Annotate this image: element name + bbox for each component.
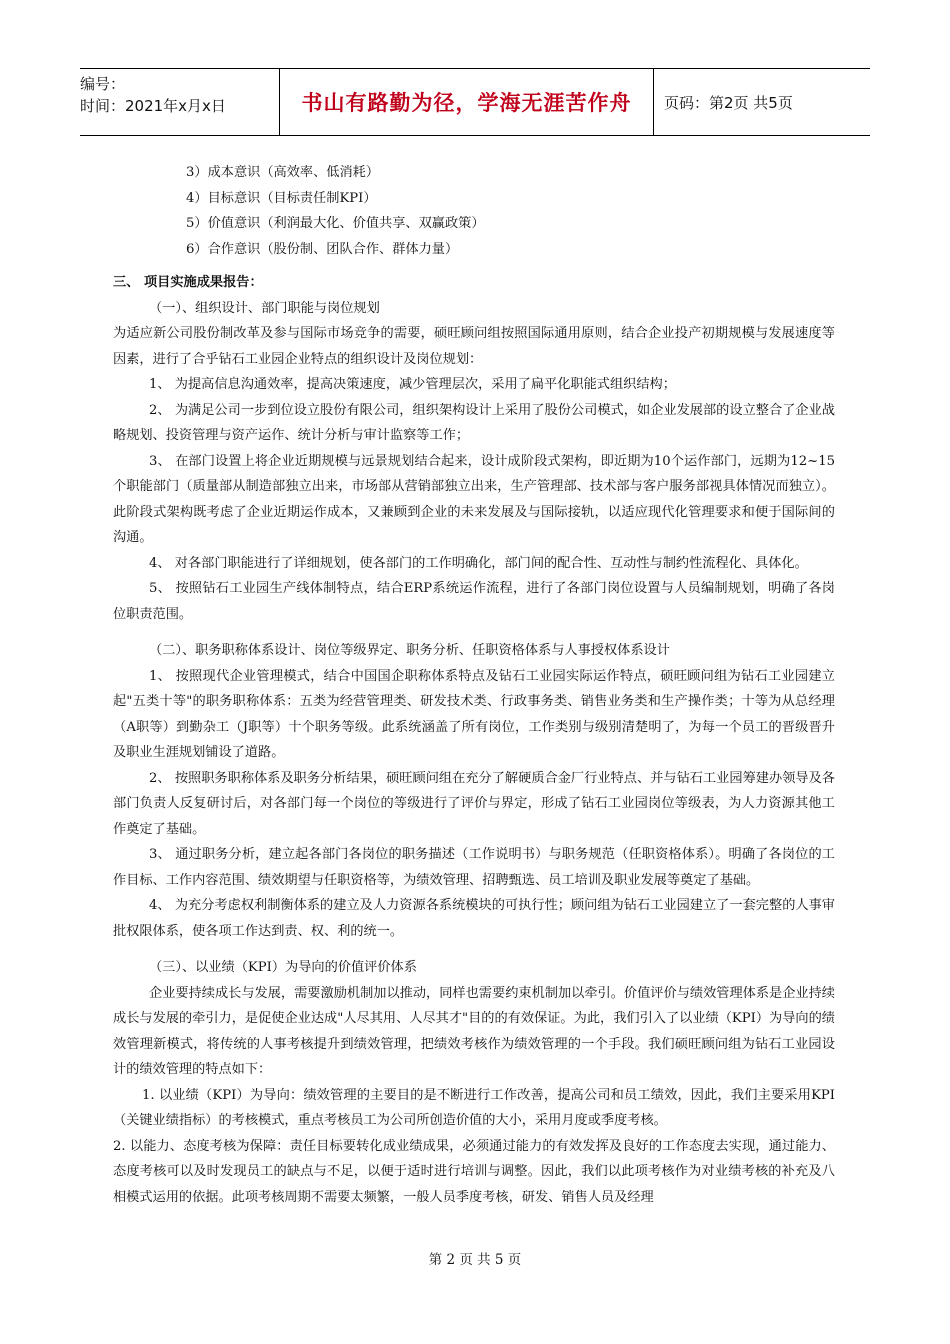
paragraph: 1、 为提高信息沟通效率，提高决策速度，减少管理层次，采用了扁平化职能式组织结构； — [149, 377, 676, 392]
list-item: 3）成本意识（高效率、低消耗） — [186, 165, 380, 180]
header-motto: 书山有路勤为径，学海无涯苦作舟 — [301, 91, 632, 115]
paragraph: 1. 以业绩（KPI）为导向：绩效管理的主要目的是不断进行工作改善，提高公司和员工绩效，因此，我们主要采用KPI（关键业绩指标）的考核模式，重点考核员工为公司所创造价值的大小，采用月度或季度考核。 — [113, 1087, 835, 1128]
header-page-info — [654, 69, 870, 135]
paragraph: 5、 按照钻石工业园生产线体制特点，结合ERP系统运作流程，进行了各部门岗位设置与人员编制规划，明确了各岗位职责范围。 — [113, 581, 835, 622]
document-date: 时间：2021年x月x日 — [80, 97, 226, 115]
paragraph: 1、 按照现代企业管理模式，结合中国国企职称体系特点及钻石工业园实际运作特点，硕旺顾问组为钻石工业园建立起"五类十等"的职务职称体系：五类为经营管理类、研发技术类、行政事务类、销售业务类和生产操作类；十等为从总经理（A职等）到勤杂工（J职等）十个职务等级。此系统涵盖了所有岗位，工作类别与级别清楚明了，为每一个员工的晋级晋升及职业生涯规划铺设了道路。 — [113, 668, 835, 760]
header-motto-cell — [280, 69, 654, 135]
page-indicator: 页码：第2页 共5页 — [664, 93, 793, 112]
paragraph: 4、 为充分考虑权利制衡体系的建立及人力资源各系统模块的可执行性；顾问组为钻石工业园建立了一套完整的人事审批权限体系，使各项工作达到责、权、利的统一。 — [113, 898, 835, 939]
document-body — [113, 160, 835, 1210]
paragraph: 2、 为满足公司一步到位设立股份有限公司，组织架构设计上采用了股份公司模式，如企业发展部的设立整合了企业战略规划、投资管理与资产运作、统计分析与审计监察等工作； — [113, 402, 835, 443]
subsection-heading: （三）、以业绩（KPI）为导向的价值评价体系 — [149, 960, 417, 975]
page-header — [80, 68, 870, 136]
paragraph: 4、 对各部门职能进行了详细规划，使各部门的工作明确化，部门间的配合性、互动性与制约性流程化、具体化。 — [149, 555, 808, 571]
list-item: 5）价值意识（利润最大化、价值共享、双赢政策） — [186, 216, 485, 231]
header-meta — [80, 69, 280, 135]
section-heading: 三、 项目实施成果报告： — [113, 275, 263, 290]
list-item: 4）目标意识（目标责任制KPI） — [186, 190, 377, 206]
paragraph: 企业要持续成长与发展，需要激励机制加以推动，同样也需要约束机制加以牵引。价值评价与绩效管理体系是企业持续成长与发展的牵引力，是促使企业达成"人尽其用、人尽其才"目的的有效保证。为此，我们引入了以业绩（KPI）为导向的绩效管理新模式，将传统的人事考核提升到绩效管理，把绩效考核作为绩效管理的一个手段。我们硕旺顾问组为钻石工业园设计的绩效管理的特点如下： — [113, 985, 835, 1077]
subsection-heading: （二）、职务职称体系设计、岗位等级界定、职务分析、任职资格体系与人事授权体系设计 — [149, 643, 670, 658]
paragraph: 2、 按照职务职称体系及职务分析结果，硕旺顾问组在充分了解硬质合金厂行业特点、并与钻石工业园筹建办领导及各部门负责人反复研讨后，对各部门每一个岗位的等级进行了评价与界定，形成了钻石工业园岗位等级表，为人力资源其他工作奠定了基础。 — [113, 770, 835, 837]
document-number: 编号： — [80, 75, 126, 93]
paragraph: 3、 在部门设置上将企业近期规模与远景规划结合起来，设计成阶段式架构，即近期为10个运作部门，远期为12~15个职能部门（质量部从制造部独立出来，市场部从营销部独立出来，生产管理部、技术部与客户服务部视具体情况而独立）。此阶段式架构既考虑了企业近期运作成本，又兼顾到企业的未来发展及与国际接轨，以适应现代化管理要求和便于国际间的沟通。 — [113, 453, 835, 545]
paragraph: 为适应新公司股份制改革及参与国际市场竞争的需要，硕旺顾问组按照国际通用原则，结合企业投产初期规模与发展速度等因素，进行了合乎钻石工业园企业特点的组织设计及岗位规划： — [113, 326, 835, 367]
subsection-heading: （一）、组织设计、部门职能与岗位规划 — [149, 300, 380, 316]
list-item: 6）合作意识（股份制、团队合作、群体力量） — [186, 241, 459, 257]
paragraph: 3、 通过职务分析，建立起各部门各岗位的职务描述（工作说明书）与职务规范（任职资格体系）。明确了各岗位的工作目标、工作内容范围、绩效期望与任职资格等，为绩效管理、招聘甄选、员工培训及职业发展等奠定了基础。 — [113, 847, 835, 888]
paragraph: 2. 以能力、态度考核为保障：责任目标要转化成业绩成果，必须通过能力的有效发挥及良好的工作态度去实现，通过能力、态度考核可以及时发现员工的缺点与不足，以便于适时进行培训与调整。因此，我们以此项考核作为对业绩考核的补充及八相模式运用的依据。此项考核周期不需要太频繁，一般人员季度考核，研发、销售人员及经理 — [113, 1138, 835, 1205]
page-footer: 第 2 页 共 5 页 — [428, 1252, 522, 1268]
